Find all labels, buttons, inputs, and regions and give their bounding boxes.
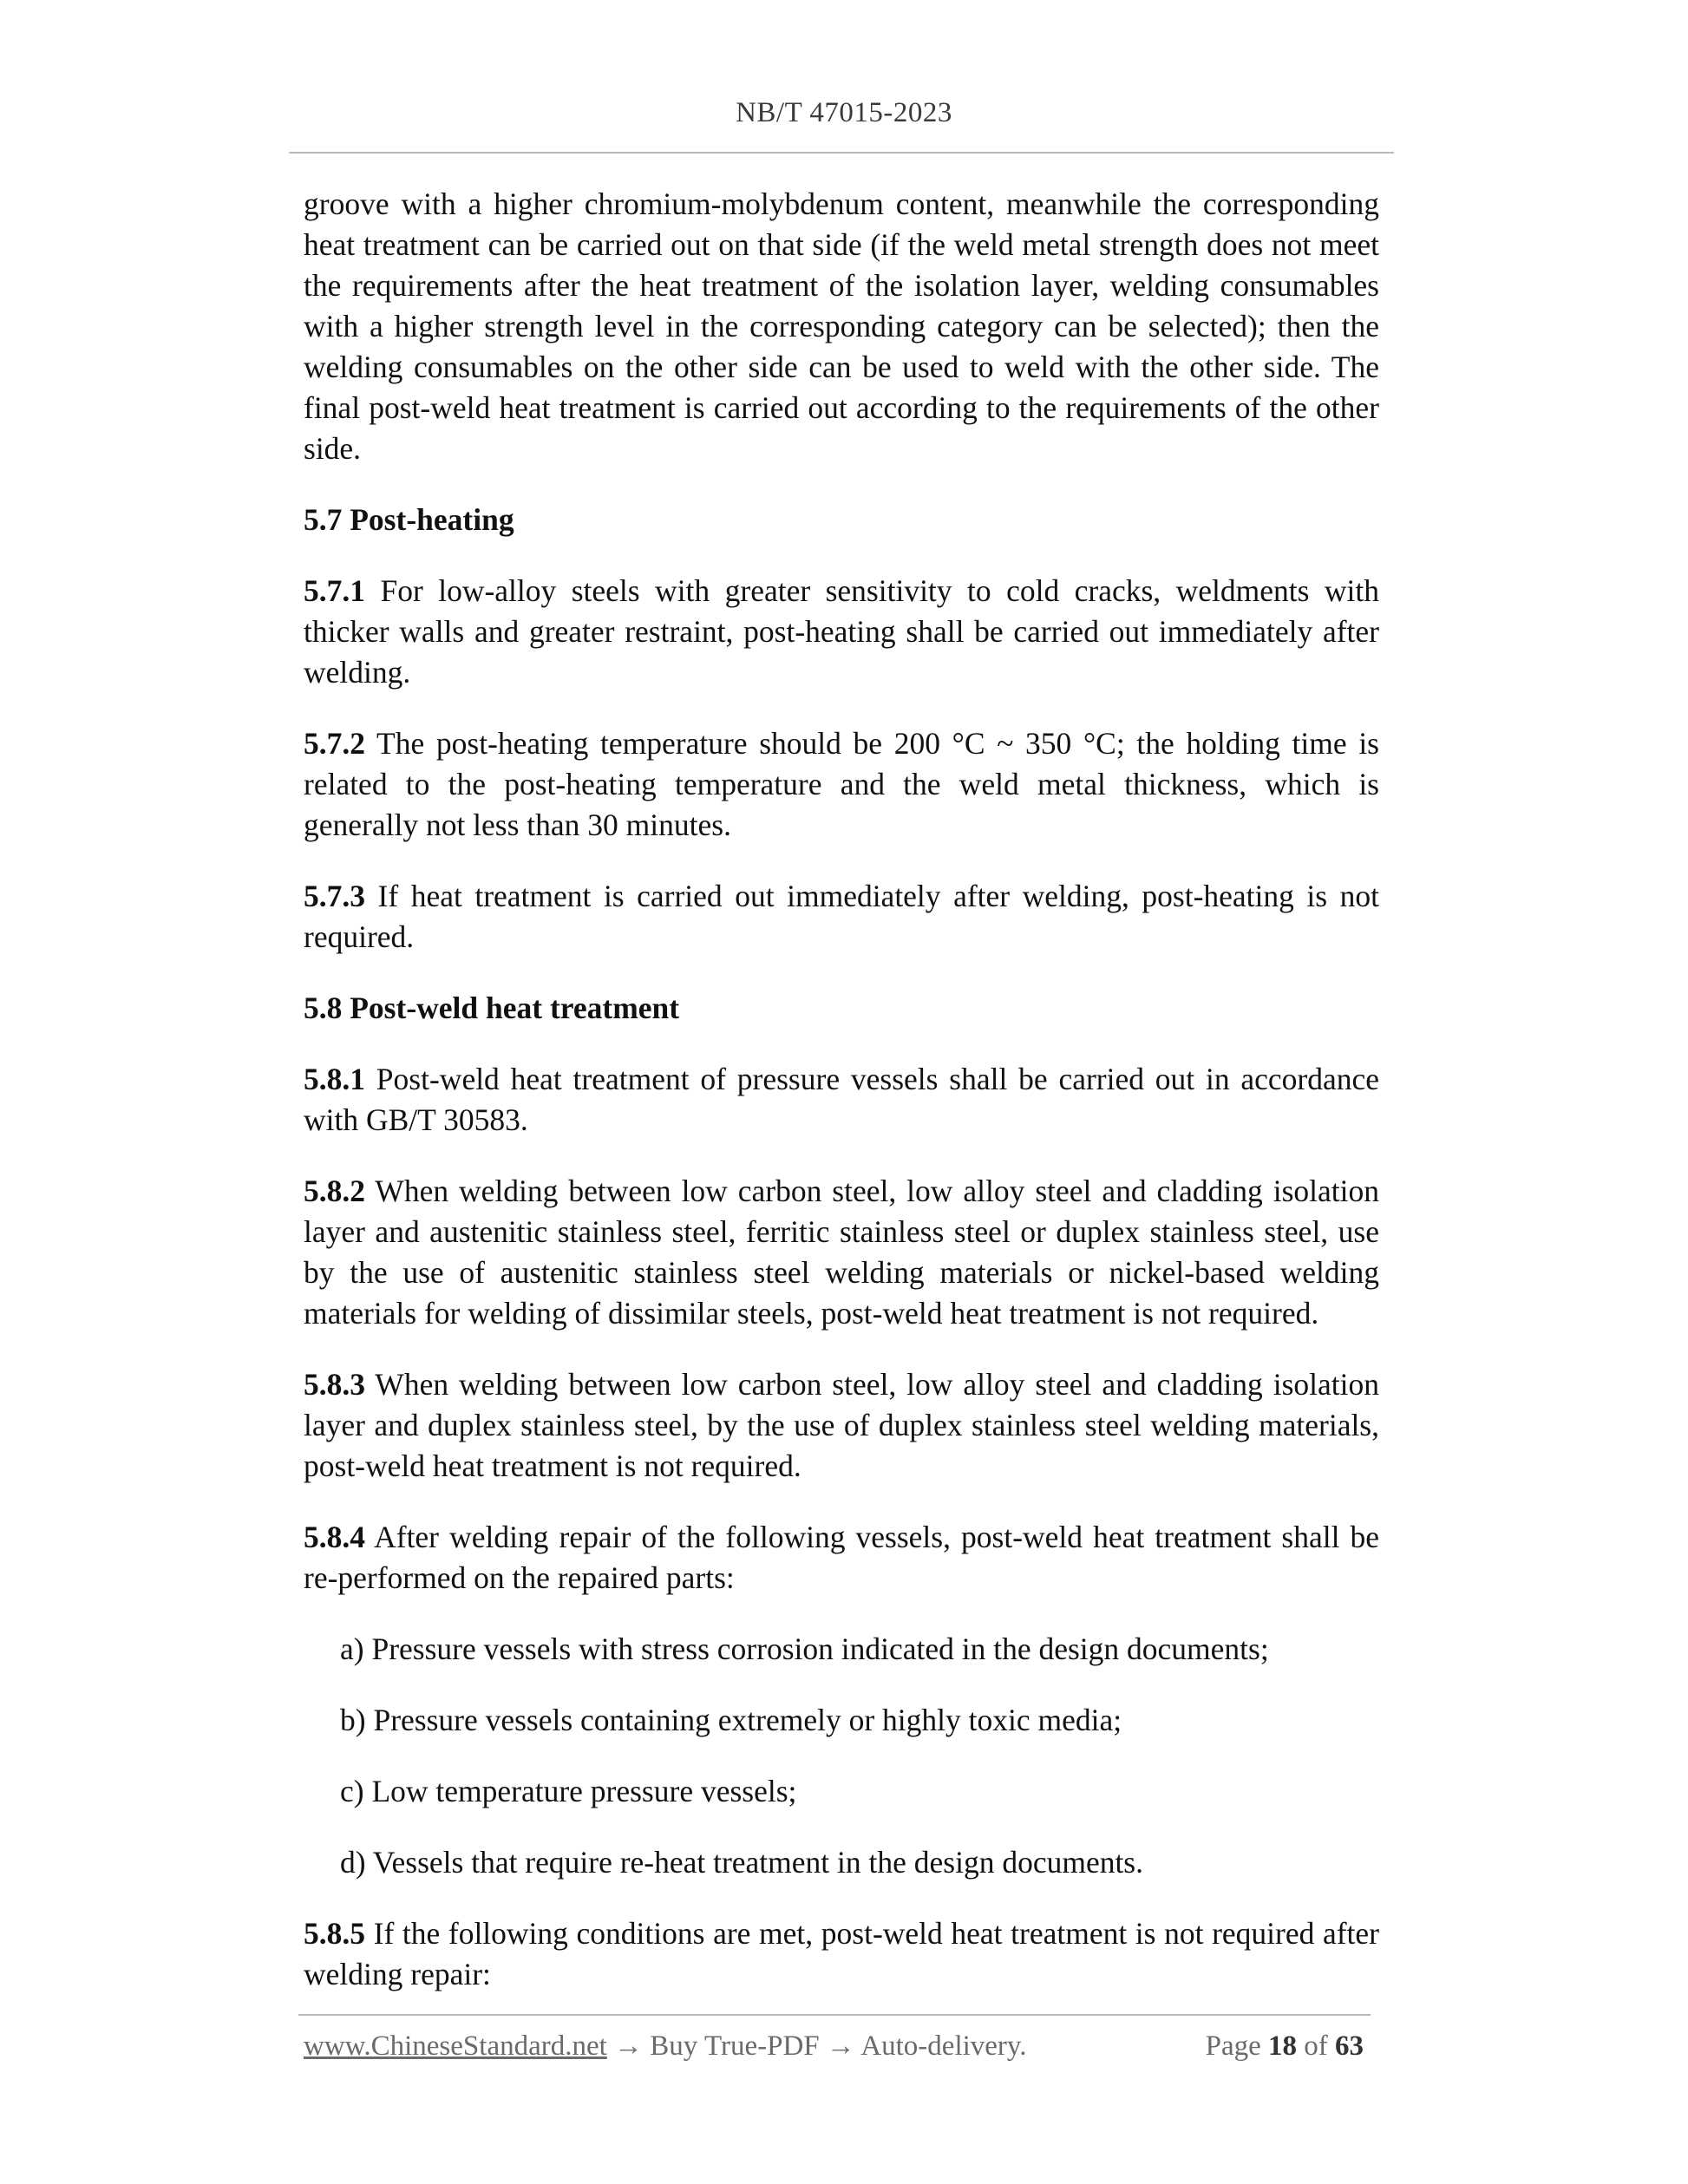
document-number: NB/T 47015-2023 — [736, 97, 952, 128]
clause-number: 5.8.3 — [304, 1367, 365, 1402]
clause-text: If heat treatment is carried out immediately after welding, post-heating is not required. — [304, 879, 1379, 954]
clause-5-7-1 — [304, 571, 1379, 693]
clause-text: If the following conditions are met, post-weld heat treatment is not required after welding repair: — [304, 1916, 1379, 1991]
promo-text: → Buy True-PDF → Auto-delivery. — [606, 2030, 1027, 2062]
clause-number: 5.8.1 — [304, 1062, 365, 1096]
clause-5-8-4 — [304, 1517, 1379, 1599]
intro-paragraph: groove with a higher chromium-molybdenum content, meanwhile the corresponding heat treatment can be carried out on that side (if the weld metal strength does not meet the requirements after the heat treatment of the isolation layer, welding consumables with a higher strength level in the corresponding category can be selected); then the welding consumables on the other side can be used to weld with the other side. The final post-weld heat treatment is carried out according to the requirements of the other side. — [304, 186, 1379, 466]
total-pages-number: 63 — [1335, 2030, 1364, 2062]
clause-text: When welding between low carbon steel, low alloy steel and cladding isolation layer and austenitic stainless steel, ferritic stainless steel or duplex stainless steel, use by the use of austenitic stainless steel welding materials or nickel-based welding materials for welding of dissimilar steels, post-weld heat treatment is not required. — [304, 1174, 1379, 1331]
clause-number: 5.8.4 — [304, 1520, 365, 1554]
clause-5-8-2 — [304, 1171, 1379, 1334]
header-divider — [289, 152, 1394, 154]
footer-promo — [304, 2030, 1027, 2063]
page-of-label: of — [1297, 2030, 1335, 2062]
list-item: d) Vessels that require re-heat treatment in the design documents. — [340, 1845, 1143, 1880]
clause-number: 5.7.1 — [304, 573, 365, 608]
clause-number: 5.8.2 — [304, 1174, 365, 1208]
clause-number: 5.7.3 — [304, 879, 365, 913]
clause-text: Post-weld heat treatment of pressure vessels shall be carried out in accordance with GB/T 30583. — [304, 1062, 1379, 1137]
clause-text: For low-alloy steels with greater sensitivity to cold cracks, weldments with thicker walls and greater restraint, post-heating shall be carried out immediately after welding. — [304, 573, 1379, 690]
page-indicator — [1206, 2030, 1364, 2063]
clause-5-7-3 — [304, 876, 1379, 958]
site-link[interactable]: www.ChineseStandard.net — [304, 2030, 607, 2062]
list-item: b) Pressure vessels containing extremely or highly toxic media; — [340, 1703, 1122, 1737]
page-label: Page — [1205, 2030, 1268, 2062]
section-heading-5-8: 5.8 Post-weld heat treatment — [304, 991, 680, 1025]
clause-5-8-5 — [304, 1913, 1379, 1995]
page-footer — [304, 2030, 1364, 2063]
page-header — [0, 97, 1688, 129]
document-body — [304, 184, 1379, 2025]
clause-number: 5.7.2 — [304, 726, 365, 761]
clause-5-8-1 — [304, 1059, 1379, 1141]
list-item: c) Low temperature pressure vessels; — [340, 1774, 797, 1808]
footer-divider — [298, 2014, 1371, 2016]
current-page-number: 18 — [1268, 2030, 1297, 2062]
clause-5-8-3 — [304, 1364, 1379, 1487]
clause-text: The post-heating temperature should be 200 °C ~ 350 °C; the holding time is related to the post-heating temperature and the weld metal thickness, which is generally not less than 30 minutes. — [304, 726, 1379, 842]
list-item: a) Pressure vessels with stress corrosion indicated in the design documents; — [340, 1631, 1269, 1666]
clause-5-7-2 — [304, 723, 1379, 846]
clause-number: 5.8.5 — [304, 1916, 365, 1951]
clause-text: When welding between low carbon steel, low alloy steel and cladding isolation layer and duplex stainless steel, by the use of duplex stainless steel welding materials, post-weld heat treatment is not required. — [304, 1367, 1379, 1483]
clause-text: After welding repair of the following vessels, post-weld heat treatment shall be re-performed on the repaired parts: — [304, 1520, 1379, 1595]
section-heading-5-7: 5.7 Post-heating — [304, 502, 514, 537]
